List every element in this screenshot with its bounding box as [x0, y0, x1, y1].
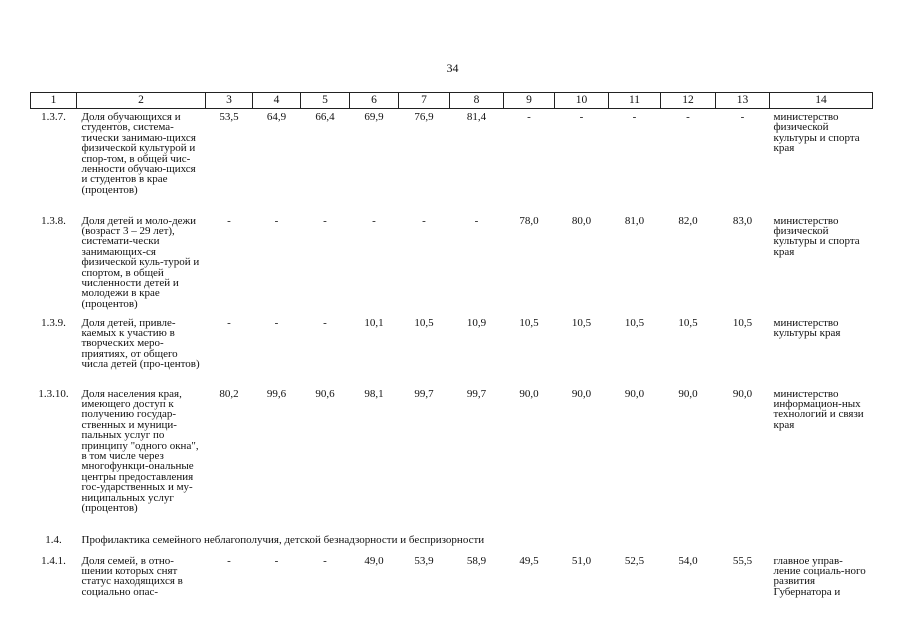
column-header: 5: [301, 93, 350, 109]
value-cell: 99,6: [266, 387, 287, 400]
value-cell: 10,5: [571, 316, 592, 329]
column-header: 12: [661, 93, 716, 109]
value-cell: 51,0: [571, 554, 592, 567]
value-cell: 52,5: [624, 554, 645, 567]
responsible-body: министерство физической культуры и спорта края: [773, 111, 860, 155]
section-code: 1.4.: [45, 533, 62, 546]
column-header: 6: [350, 93, 399, 109]
value-cell: 10,5: [519, 316, 539, 329]
value-cell: 80,2: [219, 387, 239, 400]
section-title: Профилактика семейного неблагополучия, детской безнадзорности и беспризорности: [81, 533, 485, 546]
value-cell: -: [632, 111, 637, 123]
value-cell: 10,5: [732, 316, 753, 329]
column-header: 4: [253, 93, 301, 109]
value-cell: -: [274, 316, 279, 329]
value-cell: 76,9: [414, 111, 434, 123]
table-row: [31, 213, 873, 315]
value-cell: -: [740, 111, 745, 123]
value-cell: 49,0: [364, 554, 384, 567]
column-header: 11: [609, 93, 661, 109]
row-code: 1.3.7.: [41, 111, 66, 123]
value-cell: 54,0: [678, 554, 698, 567]
value-cell: -: [579, 111, 584, 123]
value-cell: 81,0: [624, 214, 645, 227]
row-description: Доля семей, в отно-шении которых снят статус находящихся в социально опас-: [81, 554, 183, 598]
value-cell: -: [274, 554, 279, 567]
value-cell: -: [527, 111, 531, 123]
value-cell: 82,0: [678, 214, 698, 227]
value-cell: -: [323, 214, 327, 227]
indicators-table: [30, 92, 873, 613]
value-cell: -: [372, 214, 376, 227]
column-header: 8: [450, 93, 504, 109]
value-cell: 99,7: [414, 387, 434, 400]
value-cell: 58,9: [466, 554, 487, 567]
responsible-body: главное управ-ление социаль-ного развития Губернатора и: [773, 554, 866, 598]
value-cell: 90,0: [678, 387, 698, 400]
value-cell: 90,6: [315, 387, 335, 400]
value-cell: 90,0: [732, 387, 753, 400]
column-header: 1: [31, 93, 77, 109]
value-cell: 10,5: [414, 316, 434, 329]
page-number: 34: [446, 61, 459, 75]
value-cell: -: [323, 554, 327, 567]
table-row: [31, 109, 873, 213]
value-cell: -: [474, 214, 479, 227]
value-cell: 90,0: [571, 387, 592, 400]
value-cell: 78,0: [519, 214, 539, 227]
column-header: 2: [77, 93, 206, 109]
value-cell: -: [686, 111, 690, 123]
value-cell: -: [227, 214, 231, 227]
row-description: Доля детей и моло-дежи (возраст 3 – 29 лет), системати-чески занимающих-ся физической куль-турой и спортом, в общей численности детей и молодежи в крае (процентов): [81, 214, 200, 310]
row-code: 1.4.1.: [41, 554, 66, 567]
responsible-body: министерство физической культуры и спорта края: [773, 214, 860, 258]
table-row: [31, 386, 873, 532]
row-code: 1.3.9.: [41, 316, 66, 329]
row-description: Доля обучающихся и студентов, система-тически занимаю-щихся физической культурой и спор-том, в общей чис-ленности обучаю-щихся и студентов в крае (процентов): [81, 111, 196, 196]
row-code: 1.3.10.: [38, 387, 69, 400]
value-cell: 90,0: [519, 387, 539, 400]
value-cell: -: [227, 316, 231, 329]
responsible-body: министерство информацион-ных технологий и связи края: [773, 387, 864, 431]
value-cell: 69,9: [364, 111, 384, 123]
value-cell: 64,9: [266, 111, 287, 123]
value-cell: -: [274, 214, 279, 227]
responsible-body: министерство культуры края: [773, 316, 841, 339]
row-description: Доля детей, привле-каемых к участию в творческих меро-приятиях, от общего числа детей (про-центов): [81, 316, 200, 371]
column-header: 3: [206, 93, 253, 109]
value-cell: 10,9: [466, 316, 487, 329]
value-cell: 98,1: [364, 387, 384, 400]
header-row: [31, 93, 873, 109]
value-cell: 10,5: [678, 316, 698, 329]
column-header: 10: [555, 93, 609, 109]
value-cell: 53,5: [219, 111, 239, 123]
table-row: [31, 553, 873, 613]
value-cell: 66,4: [315, 111, 335, 123]
table-row: [31, 315, 873, 386]
value-cell: -: [422, 214, 426, 227]
column-header: 9: [504, 93, 555, 109]
value-cell: 10,5: [624, 316, 645, 329]
section-row: [31, 532, 873, 553]
value-cell: 53,9: [414, 554, 434, 567]
column-header: 14: [770, 93, 873, 109]
value-cell: 10,1: [364, 316, 384, 329]
value-cell: 55,5: [732, 554, 753, 567]
value-cell: 83,0: [732, 214, 753, 227]
value-cell: -: [323, 316, 327, 329]
value-cell: 81,4: [466, 111, 487, 123]
value-cell: -: [227, 554, 231, 567]
row-code: 1.3.8.: [41, 214, 66, 227]
column-header: 13: [716, 93, 770, 109]
value-cell: 90,0: [624, 387, 645, 400]
value-cell: 99,7: [466, 387, 487, 400]
column-header: 7: [399, 93, 450, 109]
value-cell: 80,0: [571, 214, 592, 227]
row-description: Доля населения края, имеющего доступ к получению государ-ственных и муници-пальных услуг по принципу "одного окна", в том числе через многофункци-ональные центры предоставления гос-ударственных и му-ниципальных услуг (процентов): [81, 387, 199, 514]
value-cell: 49,5: [519, 554, 539, 567]
